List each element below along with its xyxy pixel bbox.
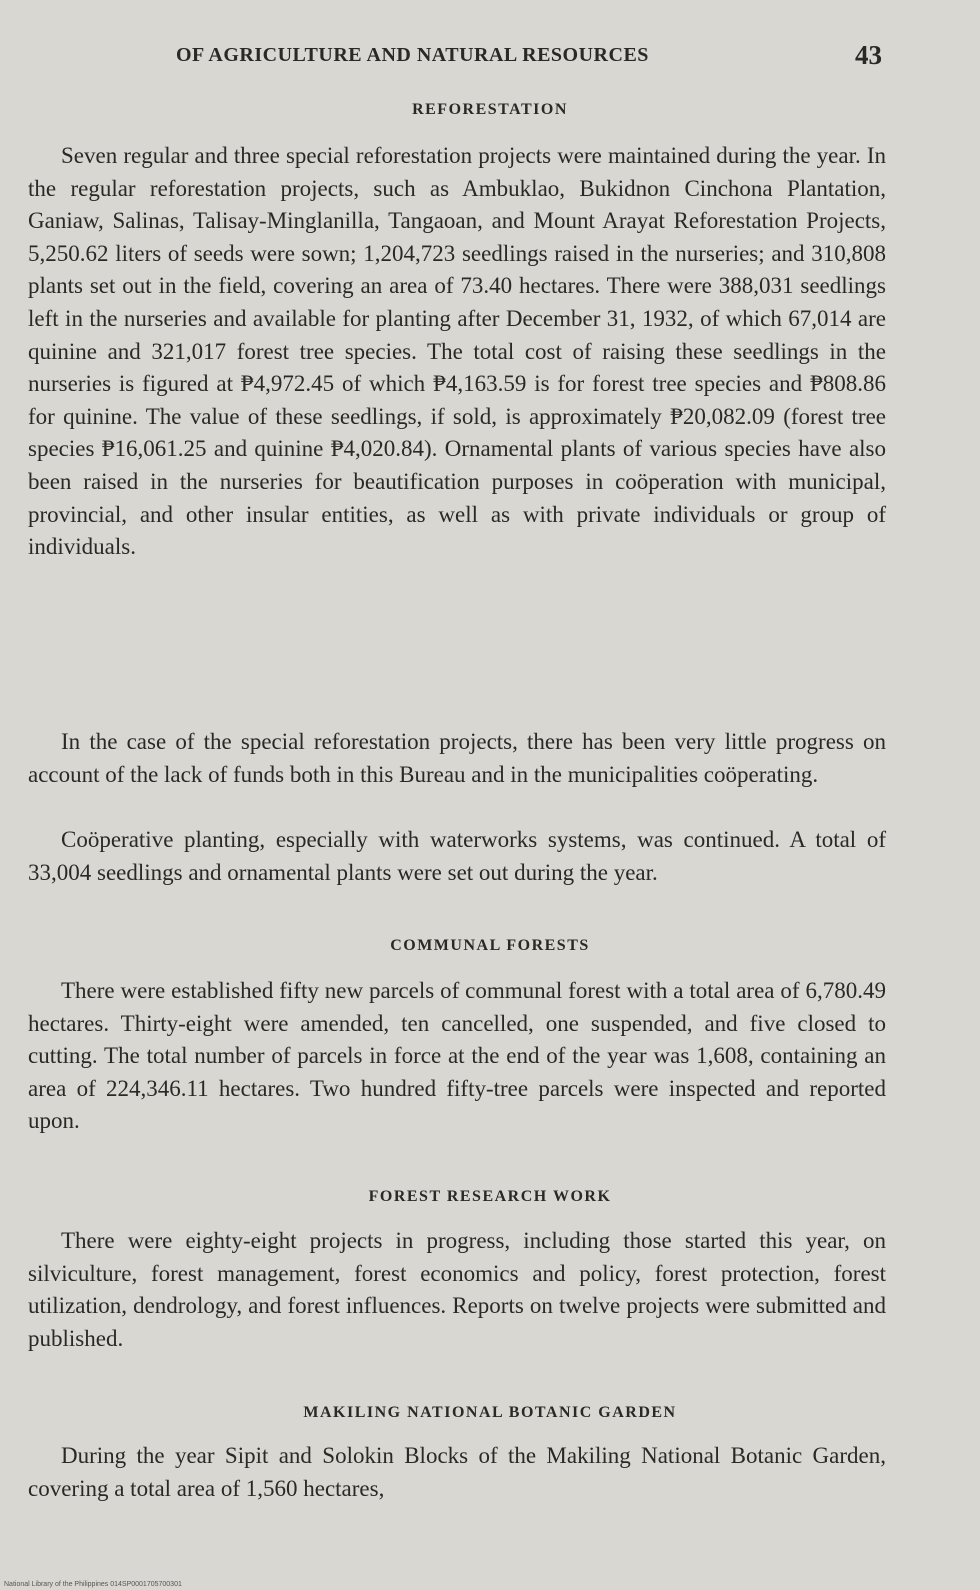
makiling-paragraph: During the year Sipit and Solokin Blocks of the Makiling National Botanic Garden, covering a total area of 1,560 hectares, [28,1443,886,1501]
reforestation-paragraph-3: Coöperative planting, especially with waterworks systems, was continued. A total of 33,004 seedlings and ornamental plants were set out during the year. [28,827,886,885]
running-header: OF AGRICULTURE AND NATURAL RESOURCES [176,44,649,66]
section-heading-communal-forests: COMMUNAL FORESTS [390,937,590,954]
section-heading-forest-research-work: FOREST RESEARCH WORK [368,1188,612,1205]
section-heading-makiling-botanic-garden: MAKILING NATIONAL BOTANIC GARDEN [303,1404,677,1421]
section-heading-reforestation: REFORESTATION [412,101,568,118]
reforestation-paragraph-1: Seven regular and three special reforestation projects were maintained during the year. In the regular reforestation projects, such as Ambuklao, Bukidnon Cinchona Plantation, Ganiaw, Salinas, Talisay-Minglanilla, Tangaoan, and Mount Arayat Reforestation Projects, 5,250.62 liters of seeds were sown; 1,204,723 seedlings raised in the nurseries; and 310,808 plants set out in the field, covering an area of 73.40 hectares. There were 388,031 seedlings left in the nurseries and available for planting after December 31, 1932, of which 67,014 are quinine and 321,017 forest tree species. The total cost of raising these seedlings in the nurseries is figured at ₱4,972.45 of which ₱4,163.59 is for forest tree species and ₱808.86 for quinine. The value of these seedlings, if sold, is approximately ₱20,082.09 (forest tree species ₱16,061.25 and quinine ₱4,020.84). Ornamental plants of various species have also been raised in the nurseries for beautification purposes in coöperation with municipal, provincial, and other insular entities, as well as with private individuals or group of individuals. [28,143,886,560]
forest-research-paragraph: There were eighty-eight projects in progress, including those started this year, on silviculture, forest management, forest economics and policy, forest protection, forest utilization, dendrology, and forest influences. Reports on twelve projects were submitted and published. [28,1228,886,1351]
page-number: 43 [855,40,882,70]
reforestation-paragraph-2: In the case of the special reforestation projects, there has been very little progress on account of the lack of funds both in this Bureau and in the municipalities coöperating. [28,729,886,787]
scan-source-note: National Library of the Philippines 014SP0001705700301 [4,1581,182,1588]
communal-forests-paragraph: There were established fifty new parcels of communal forest with a total area of 6,780.49 hectares. Thirty-eight were amended, ten cancelled, one suspended, and five closed to cutting. The total number of parcels in force at the end of the year was 1,608, containing an area of 224,346.11 hectares. Two hundred fifty-tree parcels were inspected and reported upon. [28,978,886,1134]
